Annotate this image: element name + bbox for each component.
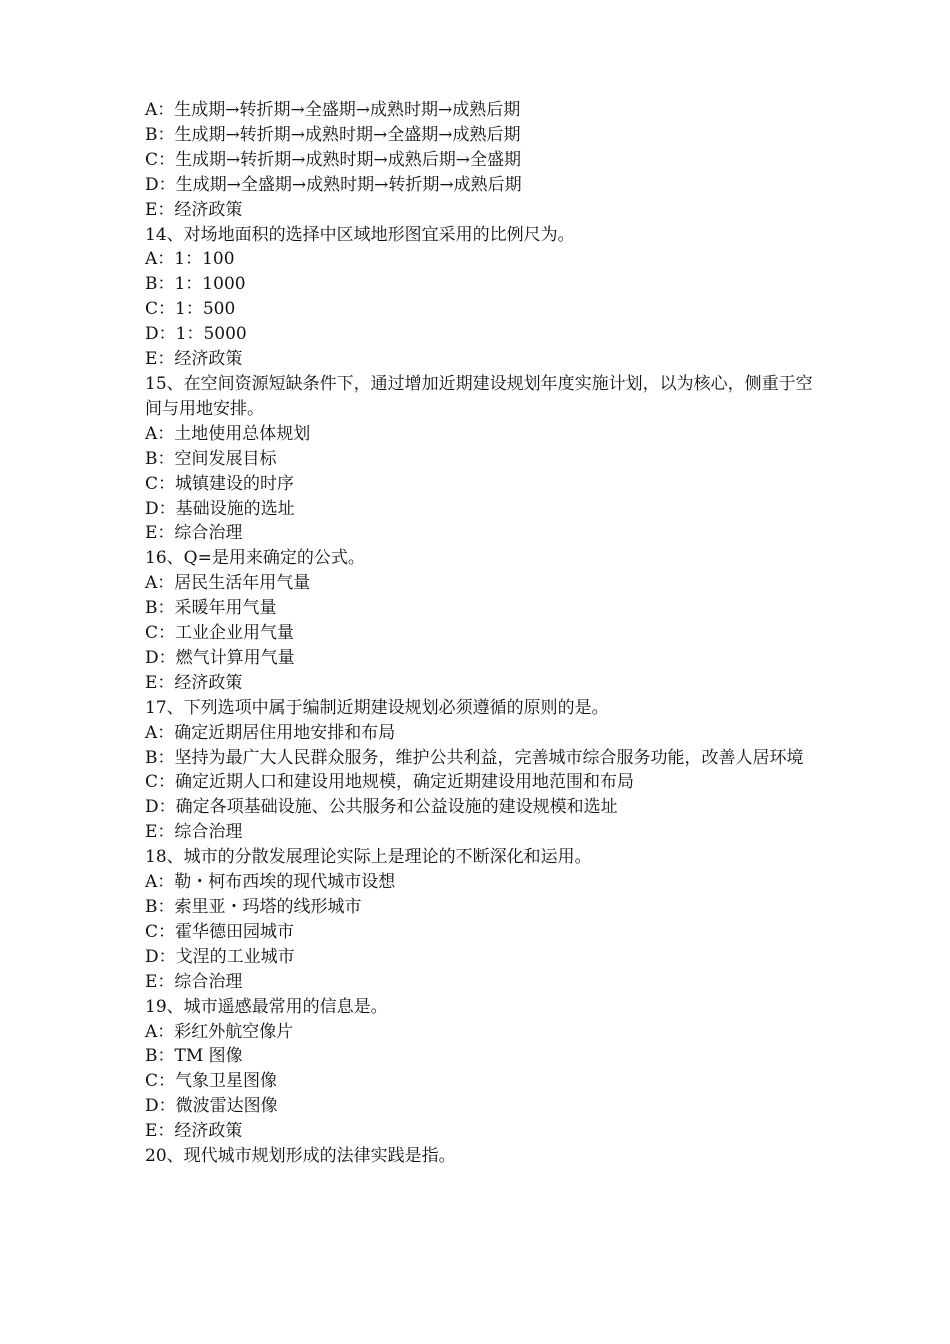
option-d-q16: D：燃气计算用气量	[145, 647, 295, 668]
option-c-q17: C：确定近期人口和建设用地规模，确定近期建设用地范围和布局	[145, 772, 635, 793]
option-b-q17: B：坚持为最广大人民群众服务，维护公共利益，完善城市综合服务功能，改善人居环境	[145, 747, 804, 768]
option-e-q16: E：经济政策	[145, 672, 243, 693]
question-16: 16、Q=是用来确定的公式。	[145, 548, 365, 569]
option-b-q16: B：采暖年用气量	[145, 598, 277, 619]
option-c-q16: C：工业企业用气量	[145, 623, 295, 644]
option-b-q19: B：TM 图像	[145, 1046, 243, 1067]
option-c-q14: C：1：500	[145, 299, 236, 320]
option-d-q14: D：1：5000	[145, 324, 247, 345]
option-b-q15: B：空间发展目标	[145, 448, 277, 469]
option-c-q13: C：生成期→转折期→成熟时期→成熟后期→全盛期	[145, 149, 521, 170]
option-e-q18: E：综合治理	[145, 971, 243, 992]
question-20: 20、现代城市规划形成的法律实践是指。	[145, 1146, 456, 1167]
question-18: 18、城市的分散发展理论实际上是理论的不断深化和运用。	[145, 847, 592, 868]
option-c-q18: C：霍华德田园城市	[145, 921, 295, 942]
option-a-q15: A：土地使用总体规划	[145, 423, 311, 444]
option-b-q18: B：索里亚・玛塔的线形城市	[145, 897, 362, 917]
question-17: 17、下列选项中属于编制近期建设规划必须遵循的原则的是。	[145, 697, 609, 718]
option-e-q14: E：经济政策	[145, 349, 243, 370]
option-a-q14: A：1：100	[145, 249, 235, 270]
option-b-q14: B：1：1000	[145, 274, 246, 295]
option-a-q19: A：彩红外航空像片	[145, 1021, 294, 1042]
option-d-q15: D：基础设施的选址	[145, 498, 295, 519]
document-page	[145, 98, 815, 1169]
option-d-q19: D：微波雷达图像	[145, 1096, 278, 1117]
option-a-q17: A：确定近期居住用地安排和布局	[145, 722, 396, 743]
option-a-q13: A：生成期→转折期→全盛期→成熟时期→成熟后期	[145, 100, 521, 120]
option-e-q13: E：经济政策	[145, 199, 243, 220]
question-15: 15、在空间资源短缺条件下，通过增加近期建设规划年度实施计划，以为核心，侧重于空间与用地安排。	[145, 373, 813, 419]
option-e-q15: E：综合治理	[145, 523, 243, 544]
option-c-q19: C：气象卫星图像	[145, 1071, 278, 1092]
option-d-q18: D：戈涅的工业城市	[145, 946, 295, 967]
option-e-q17: E：综合治理	[145, 822, 243, 843]
option-e-q19: E：经济政策	[145, 1121, 243, 1142]
option-b-q13: B：生成期→转折期→成熟时期→全盛期→成熟后期	[145, 124, 521, 145]
option-c-q15: C：城镇建设的时序	[145, 473, 295, 494]
option-a-q18: A：勒・柯布西埃的现代城市设想	[145, 872, 396, 893]
question-14: 14、对场地面积的选择中区域地形图宜采用的比例尺为。	[145, 224, 575, 245]
question-19: 19、城市遥感最常用的信息是。	[145, 996, 388, 1017]
option-d-q17: D：确定各项基础设施、公共服务和公益设施的建设规模和选址	[145, 797, 618, 818]
option-d-q13: D：生成期→全盛期→成熟时期→转折期→成熟后期	[145, 174, 522, 195]
option-a-q16: A：居民生活年用气量	[145, 573, 311, 594]
